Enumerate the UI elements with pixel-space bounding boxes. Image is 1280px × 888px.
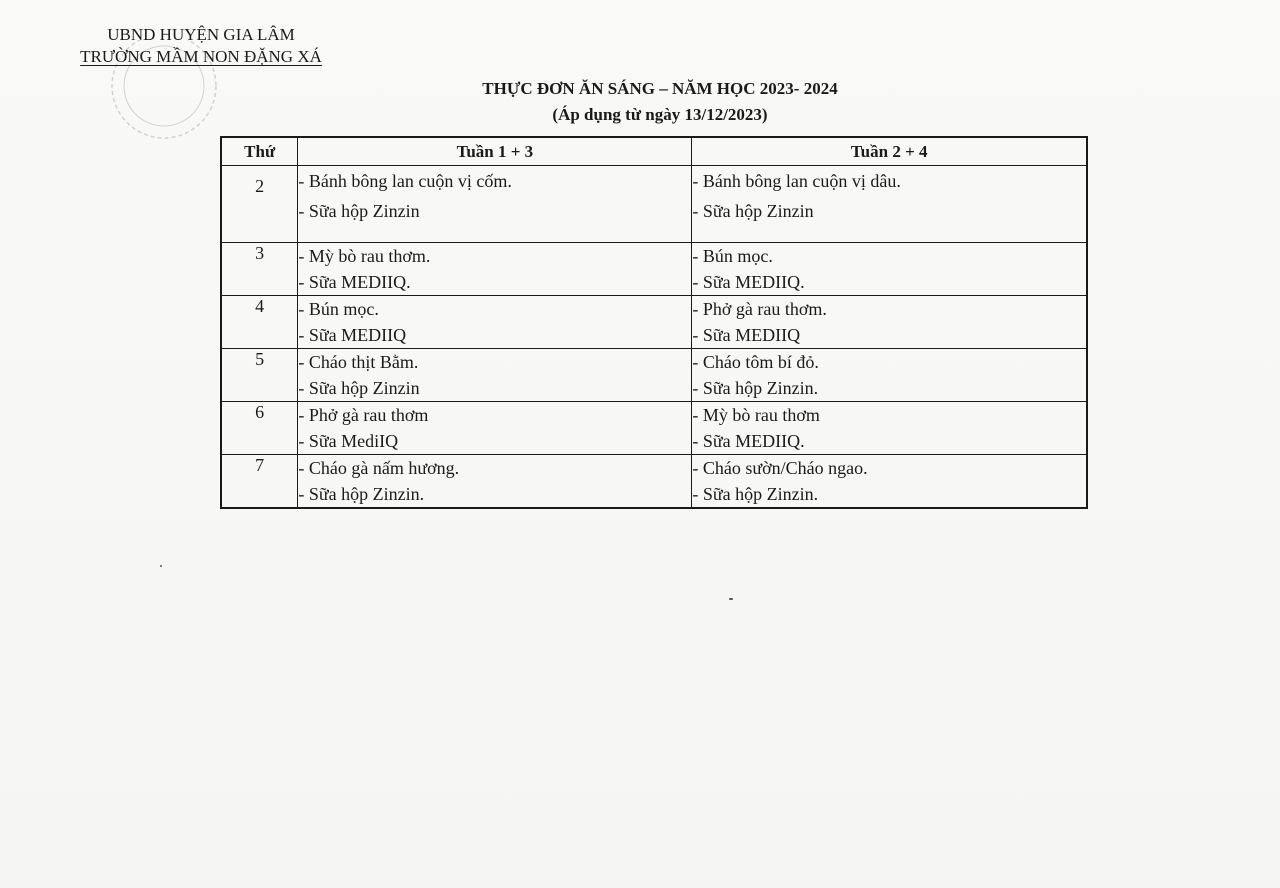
page-title: THỰC ĐƠN ĂN SÁNG – NĂM HỌC 2023- 2024 bbox=[482, 79, 838, 98]
dish-item: - Phở gà rau thơm. bbox=[692, 299, 827, 319]
scan-speck bbox=[160, 565, 162, 567]
drink-item: - Sữa hộp Zinzin. bbox=[692, 484, 819, 504]
scan-speck bbox=[729, 598, 733, 600]
table-row bbox=[221, 349, 1087, 402]
table-row bbox=[221, 402, 1087, 455]
breakfast-menu-table bbox=[220, 136, 1088, 509]
column-header-week-1-3: Tuần 1 + 3 bbox=[298, 137, 692, 166]
dish-item: - Bún mọc. bbox=[692, 246, 773, 266]
week-1-3-cell bbox=[298, 296, 692, 349]
dish-item: - Bánh bông lan cuộn vị cốm. bbox=[298, 171, 512, 191]
menu-title-block bbox=[360, 78, 960, 126]
day-cell: 4 bbox=[221, 296, 298, 349]
dish-item: - Phở gà rau thơm bbox=[298, 405, 429, 425]
week-2-4-cell bbox=[692, 455, 1087, 509]
drink-item: - Sữa MEDIIQ bbox=[298, 325, 407, 345]
dish-item: - Cháo thịt Bằm. bbox=[298, 352, 419, 372]
week-1-3-cell bbox=[298, 455, 692, 509]
drink-item: - Sữa hộp Zinzin bbox=[298, 378, 420, 398]
dish-item: - Cháo gà nấm hương. bbox=[298, 458, 460, 478]
day-cell: 6 bbox=[221, 402, 298, 455]
table-header-row bbox=[221, 137, 1087, 166]
page-subtitle: (Áp dụng từ ngày 13/12/2023) bbox=[552, 105, 768, 124]
day-cell: 2 bbox=[221, 166, 298, 243]
week-2-4-cell bbox=[692, 349, 1087, 402]
drink-item: - Sữa MediIQ bbox=[298, 431, 399, 451]
day-cell: 7 bbox=[221, 455, 298, 509]
week-2-4-cell bbox=[692, 402, 1087, 455]
dish-item: - Bánh bông lan cuộn vị dâu. bbox=[692, 171, 901, 191]
org-line-district: UBND HUYỆN GIA LÂM bbox=[107, 25, 295, 44]
org-line-school: TRƯỜNG MẦM NON ĐẶNG XÁ bbox=[80, 47, 322, 66]
dish-item: - Mỳ bò rau thơm. bbox=[298, 246, 431, 266]
dish-item: - Mỳ bò rau thơm bbox=[692, 405, 820, 425]
week-1-3-cell bbox=[298, 349, 692, 402]
week-1-3-cell bbox=[298, 243, 692, 296]
drink-item: - Sữa hộp Zinzin. bbox=[692, 378, 819, 398]
dish-item: - Bún mọc. bbox=[298, 299, 379, 319]
drink-item: - Sữa hộp Zinzin bbox=[298, 201, 420, 221]
drink-item: - Sữa hộp Zinzin bbox=[692, 201, 814, 221]
drink-item: - Sữa MEDIIQ. bbox=[692, 272, 805, 292]
dish-item: - Cháo sườn/Cháo ngao. bbox=[692, 458, 868, 478]
column-header-day: Thứ bbox=[221, 137, 298, 166]
drink-item: - Sữa hộp Zinzin. bbox=[298, 484, 425, 504]
week-2-4-cell bbox=[692, 166, 1087, 243]
week-2-4-cell bbox=[692, 296, 1087, 349]
week-2-4-cell bbox=[692, 243, 1087, 296]
day-cell: 5 bbox=[221, 349, 298, 402]
week-1-3-cell bbox=[298, 166, 692, 243]
week-1-3-cell bbox=[298, 402, 692, 455]
day-cell: 3 bbox=[221, 243, 298, 296]
dish-item: - Cháo tôm bí đỏ. bbox=[692, 352, 819, 372]
column-header-week-2-4: Tuần 2 + 4 bbox=[692, 137, 1087, 166]
table-row bbox=[221, 243, 1087, 296]
drink-item: - Sữa MEDIIQ bbox=[692, 325, 801, 345]
table-row bbox=[221, 455, 1087, 509]
organization-header bbox=[56, 24, 346, 68]
drink-item: - Sữa MEDIIQ. bbox=[692, 431, 805, 451]
table-row bbox=[221, 296, 1087, 349]
table-row bbox=[221, 166, 1087, 243]
drink-item: - Sữa MEDIIQ. bbox=[298, 272, 411, 292]
